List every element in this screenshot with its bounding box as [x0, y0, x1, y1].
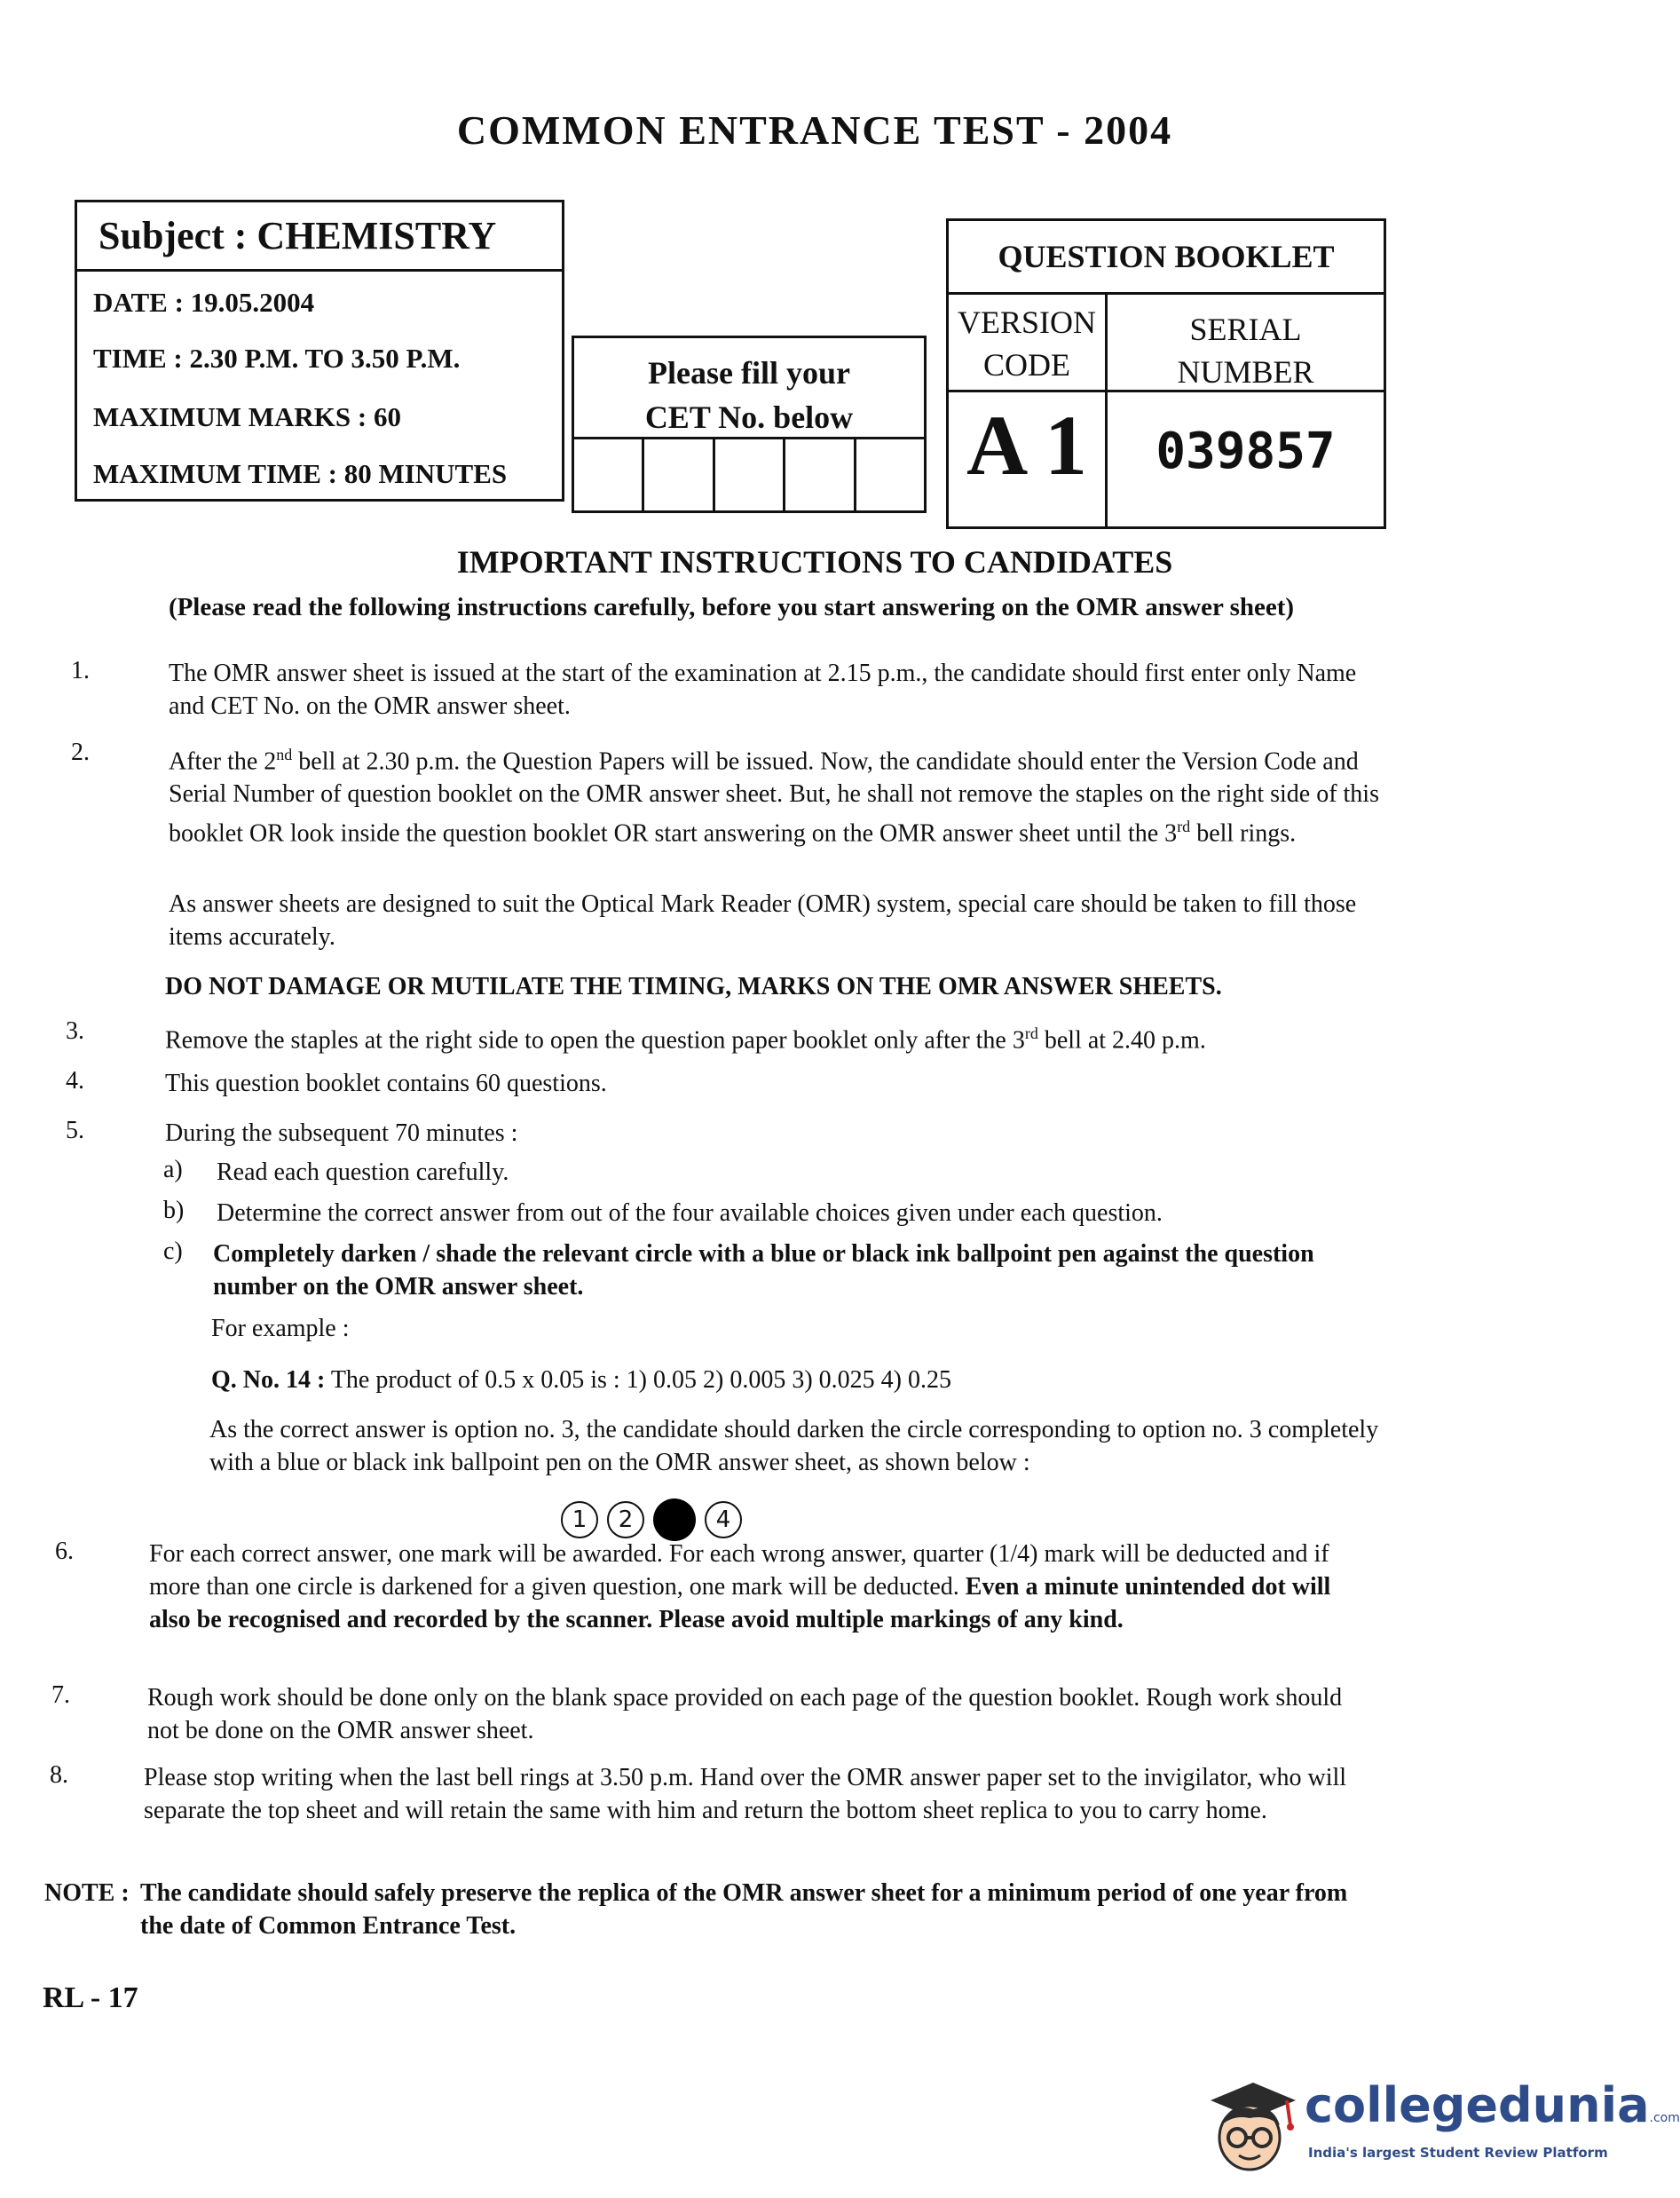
mascot-icon — [1198, 2074, 1303, 2180]
cet-number-box — [572, 336, 927, 513]
omr-circle-option-4: 4 — [705, 1501, 742, 1538]
version-label-line2: CODE — [983, 347, 1070, 383]
warning-caps: DO NOT DAMAGE OR MUTILATE THE TIMING, MARKS ON THE OMR ANSWER SHEETS. — [165, 973, 1222, 1000]
item-number: 1. — [71, 657, 90, 684]
cet-digit-cell[interactable] — [854, 439, 924, 510]
serial-label-line2: NUMBER — [1177, 354, 1314, 390]
version-code-value: A 1 — [966, 398, 1088, 493]
serial-number-label — [1108, 308, 1384, 393]
cet-digit-cell[interactable] — [642, 439, 712, 510]
logo-wordmark: collegedunia.com — [1305, 2077, 1680, 2133]
example-question: Q. No. 14 : The product of 0.5 x 0.05 is : 1) 0.05 2) 0.005 3) 0.025 4) 0.25 — [211, 1366, 951, 1394]
page-title: COMMON ENTRANCE TEST - 2004 — [456, 107, 1173, 153]
item-number: 5. — [66, 1117, 84, 1144]
example-explanation: As the correct answer is option no. 3, the candidate should darken the circle corresponding to option no. 3 completely with a blue or black ink ballpoint pen on the OMR answer sheet, as shown below : — [209, 1416, 1379, 1476]
item-number: 6. — [55, 1538, 74, 1565]
cet-label — [574, 351, 924, 439]
item-number: 7. — [51, 1681, 70, 1709]
cet-digit-cell[interactable] — [783, 439, 853, 510]
version-label-line1: VERSION — [957, 304, 1096, 340]
omr-circle-option-3-filled — [653, 1498, 696, 1541]
cet-digit-cell[interactable] — [574, 439, 642, 510]
exam-time: TIME : 2.30 P.M. TO 3.50 P.M. — [93, 343, 461, 374]
instruction-5c: Completely darken / shade the relevant circle with a blue or black ink ballpoint pen against the question number on the OMR answer sheet. — [213, 1240, 1314, 1301]
instructions-heading: IMPORTANT INSTRUCTIONS TO CANDIDATES — [456, 544, 1173, 580]
instruction-7: Rough work should be done only on the blank space provided on each page of the question booklet. Rough work should not be done on the OMR answer sheet. — [147, 1684, 1343, 1744]
instruction-5a: Read each question carefully. — [217, 1158, 509, 1186]
sub-item-label: b) — [163, 1197, 185, 1224]
item-number: 4. — [66, 1067, 84, 1095]
sub-item-label: c) — [163, 1237, 183, 1265]
collegedunia-logo — [1198, 2074, 1680, 2180]
booklet-title: QUESTION BOOKLET — [949, 221, 1384, 295]
example-label: For example : — [211, 1315, 350, 1342]
logo-tagline: India's largest Student Review Platform — [1308, 2145, 1608, 2161]
booklet-code: RL - 17 — [43, 1981, 138, 2014]
cet-number-cells — [574, 437, 924, 510]
instruction-2: After the 2nd bell at 2.30 p.m. the Question Papers will be issued. Now, the candidate should enter the Version Code and Serial Number of question booklet on the OMR answer sheet. But, he shall not remove the staples on the right side of this booklet OR look inside the question booklet OR start answering on the OMR answer sheet until the 3rd bell rings. — [169, 746, 1379, 848]
subject-label: Subject : CHEMISTRY — [77, 202, 562, 272]
instructions-subheading: (Please read the following instructions carefully, before you start answering on the OMR answer sheet) — [168, 593, 1295, 621]
note-text: The candidate should safely preserve the replica of the OMR answer sheet for a minimum period of one year from the date of Common Entrance Test. — [140, 1879, 1348, 1940]
question-booklet-box — [946, 218, 1386, 529]
instruction-2-paragraph: As answer sheets are designed to suit the Optical Mark Reader (OMR) system, special care should be taken to fill those items accurately. — [169, 890, 1357, 951]
maximum-time: MAXIMUM TIME : 80 MINUTES — [93, 458, 508, 489]
instruction-6: For each correct answer, one mark will be awarded. For each wrong answer, quarter (1/4) mark will be deducted and if more than one circle is darkened for a given question, one mark will be deducted. Even a minute unintended dot will also be recognised and recorded by the scanner. Please avoid multiple markings of any kind. — [149, 1540, 1331, 1633]
note-label: NOTE : — [44, 1879, 130, 1907]
omr-circle-option-2: 2 — [607, 1501, 644, 1538]
instruction-3: Remove the staples at the right side to open the question paper booklet only after the 3rd bell at 2.40 p.m. — [165, 1024, 1206, 1055]
cet-label-line1: Please fill your — [648, 355, 850, 391]
serial-number-value: 039857 — [1155, 423, 1336, 480]
subject-info-box — [75, 200, 564, 502]
version-code-label — [949, 301, 1105, 386]
instruction-4: This question booklet contains 60 questions. — [165, 1070, 607, 1097]
instruction-5b: Determine the correct answer from out of the four available choices given under each question. — [217, 1199, 1163, 1227]
cet-label-line2: CET No. below — [644, 399, 854, 435]
omr-example-circles — [561, 1498, 742, 1541]
serial-label-line1: SERIAL — [1189, 312, 1302, 347]
maximum-marks: MAXIMUM MARKS : 60 — [93, 401, 401, 432]
sub-item-label: a) — [163, 1156, 183, 1183]
exam-date: DATE : 19.05.2004 — [93, 287, 315, 318]
cet-digit-cell[interactable] — [713, 439, 783, 510]
instruction-1: The OMR answer sheet is issued at the start of the examination at 2.15 p.m., the candidate should first enter only Name and CET No. on the OMR answer sheet. — [169, 660, 1357, 720]
item-number: 3. — [66, 1017, 84, 1045]
item-number: 8. — [50, 1761, 68, 1789]
item-number: 2. — [71, 739, 90, 766]
omr-circle-option-1: 1 — [561, 1501, 598, 1538]
instruction-5: During the subsequent 70 minutes : — [165, 1119, 518, 1147]
instruction-8: Please stop writing when the last bell rings at 3.50 p.m. Hand over the OMR answer paper set to the invigilator, who will separate the top sheet and will retain the same with him and return the bottom sheet replica to you to carry home. — [144, 1764, 1347, 1824]
